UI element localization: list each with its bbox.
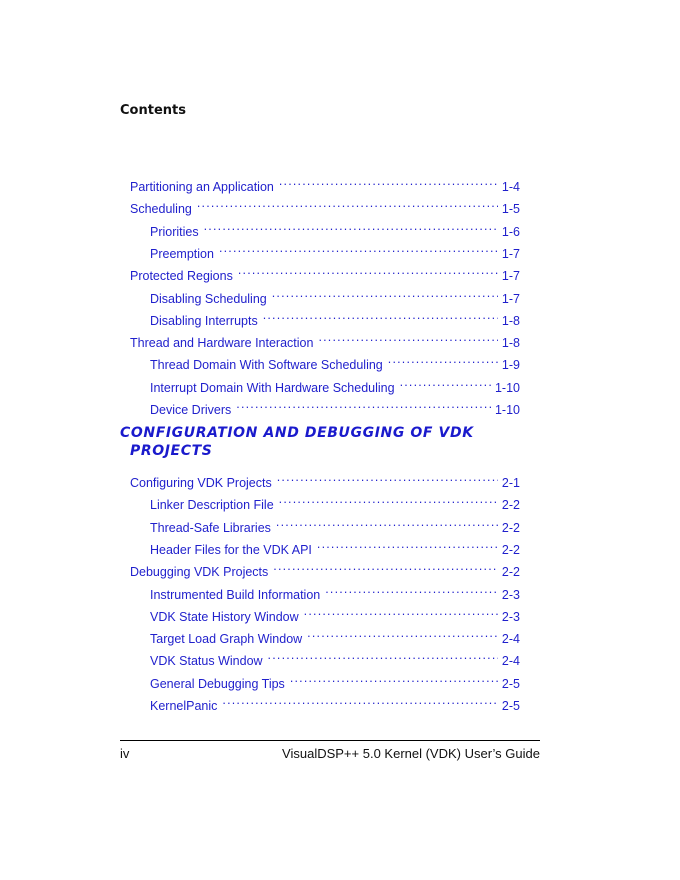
toc-entry-label: VDK Status Window <box>150 654 263 669</box>
dot-leader <box>277 471 498 487</box>
toc-entry-label: Debugging VDK Projects <box>130 565 269 580</box>
toc-entry[interactable] <box>150 493 520 513</box>
toc-entry-label: Instrumented Build Information <box>150 587 321 602</box>
toc-entry-label: VDK State History Window <box>150 609 299 624</box>
dot-leader <box>268 649 498 665</box>
dot-leader <box>307 627 498 643</box>
toc-entry[interactable] <box>150 649 520 669</box>
dot-leader <box>400 376 491 392</box>
toc-entry-page: 1-7 <box>501 246 520 261</box>
dot-leader <box>304 605 498 621</box>
dot-leader <box>197 197 498 213</box>
toc-entry-page: 1-8 <box>501 336 520 351</box>
dot-leader <box>279 175 498 191</box>
toc-entry-page: 2-1 <box>501 476 520 490</box>
toc-entry-label: Configuring VDK Projects <box>130 476 272 490</box>
dot-leader <box>318 331 497 347</box>
toc-entry-page: 1-6 <box>501 224 520 239</box>
toc-entry-label: Disabling Scheduling <box>150 291 267 306</box>
dot-leader <box>290 672 498 688</box>
dot-leader <box>317 538 498 554</box>
toc-entry[interactable] <box>130 175 520 194</box>
toc-entry[interactable] <box>150 353 520 373</box>
toc-entry-label: Header Files for the VDK API <box>150 542 312 557</box>
dot-leader <box>204 220 498 236</box>
toc-entry[interactable] <box>150 583 520 602</box>
toc-entry-page: 2-2 <box>501 498 520 513</box>
page-title: Contents <box>120 103 186 118</box>
toc-entry[interactable] <box>150 627 520 647</box>
dot-leader <box>263 309 498 325</box>
toc-entry-label: Priorities <box>150 224 199 239</box>
toc-entry-label: Target Load Graph Window <box>150 632 303 647</box>
toc-entry-label: Device Drivers <box>150 403 232 417</box>
dot-leader <box>273 560 498 576</box>
toc-entry-label: Thread Domain With Software Scheduling <box>150 358 383 373</box>
toc-entry[interactable] <box>150 242 520 261</box>
dot-leader <box>236 398 491 414</box>
toc-entry[interactable] <box>150 376 520 395</box>
dot-leader <box>276 516 498 532</box>
dot-leader <box>222 694 498 710</box>
toc-entry[interactable] <box>130 331 520 351</box>
toc-entry-page: 1-5 <box>501 202 520 217</box>
toc-entry[interactable] <box>150 672 520 691</box>
dot-leader <box>279 493 498 509</box>
toc-entry-label: Interrupt Domain With Hardware Scheduling <box>150 380 395 395</box>
toc-entry[interactable] <box>150 398 520 417</box>
toc-entry[interactable] <box>150 516 520 535</box>
toc-entry[interactable] <box>150 605 520 624</box>
toc-entry[interactable] <box>150 220 520 239</box>
toc-entry-page: 2-5 <box>501 676 520 691</box>
dot-leader <box>388 353 498 369</box>
toc-entry-page: 2-2 <box>501 565 520 580</box>
section-heading[interactable] <box>120 424 500 460</box>
toc-entry-page: 1-9 <box>501 358 520 373</box>
dot-leader <box>272 287 498 303</box>
dot-leader <box>238 264 498 280</box>
toc-entry-label: Preemption <box>150 246 214 261</box>
toc-entry[interactable] <box>130 264 520 284</box>
toc-entry-page: 1-7 <box>501 291 520 306</box>
toc-entry-label: General Debugging Tips <box>150 676 285 691</box>
toc-entry-label: Scheduling <box>130 202 192 217</box>
toc-entry-page: 2-3 <box>501 609 520 624</box>
toc-entry[interactable] <box>150 309 520 328</box>
toc-entry-page: 1-8 <box>501 313 520 328</box>
section-heading-line-1: CONFIGURATION AND DEBUGGING OF VDK <box>120 425 474 441</box>
dot-leader <box>325 583 498 599</box>
toc-entry-page: 1-10 <box>494 380 520 395</box>
toc-entry-label: Thread-Safe Libraries <box>150 520 271 535</box>
toc-entry[interactable] <box>130 560 520 580</box>
toc-entry-page: 2-2 <box>501 542 520 557</box>
toc-entry-page: 2-3 <box>501 587 520 602</box>
footer-rule <box>120 740 540 741</box>
toc-entry[interactable] <box>130 471 520 490</box>
toc-entry-page: 2-4 <box>501 654 520 669</box>
toc-entry[interactable] <box>150 694 520 713</box>
toc-entry[interactable] <box>150 287 520 306</box>
section-heading-line-2: PROJECTS <box>130 443 213 459</box>
toc-entry-page: 2-2 <box>501 520 520 535</box>
toc-entry[interactable] <box>150 538 520 557</box>
toc-entry-label: Disabling Interrupts <box>150 313 258 328</box>
toc-entry-label: Partitioning an Application <box>130 180 274 194</box>
footer-book-title: VisualDSP++ 5.0 Kernel (VDK) User’s Guide <box>282 746 540 761</box>
toc-entry-label: KernelPanic <box>150 699 218 713</box>
toc-entry-page: 2-4 <box>501 632 520 647</box>
toc-entry-label: Protected Regions <box>130 269 233 284</box>
toc-entry-page: 2-5 <box>501 699 520 713</box>
toc-entry-page: 1-4 <box>501 180 520 194</box>
footer-page-number: iv <box>120 746 130 761</box>
toc-entry-page: 1-7 <box>501 269 520 284</box>
toc-entry-label: Linker Description File <box>150 498 274 513</box>
toc-entry-page: 1-10 <box>494 403 520 417</box>
dot-leader <box>219 242 498 258</box>
toc-entry[interactable] <box>130 197 520 217</box>
toc-entry-label: Thread and Hardware Interaction <box>130 336 314 351</box>
